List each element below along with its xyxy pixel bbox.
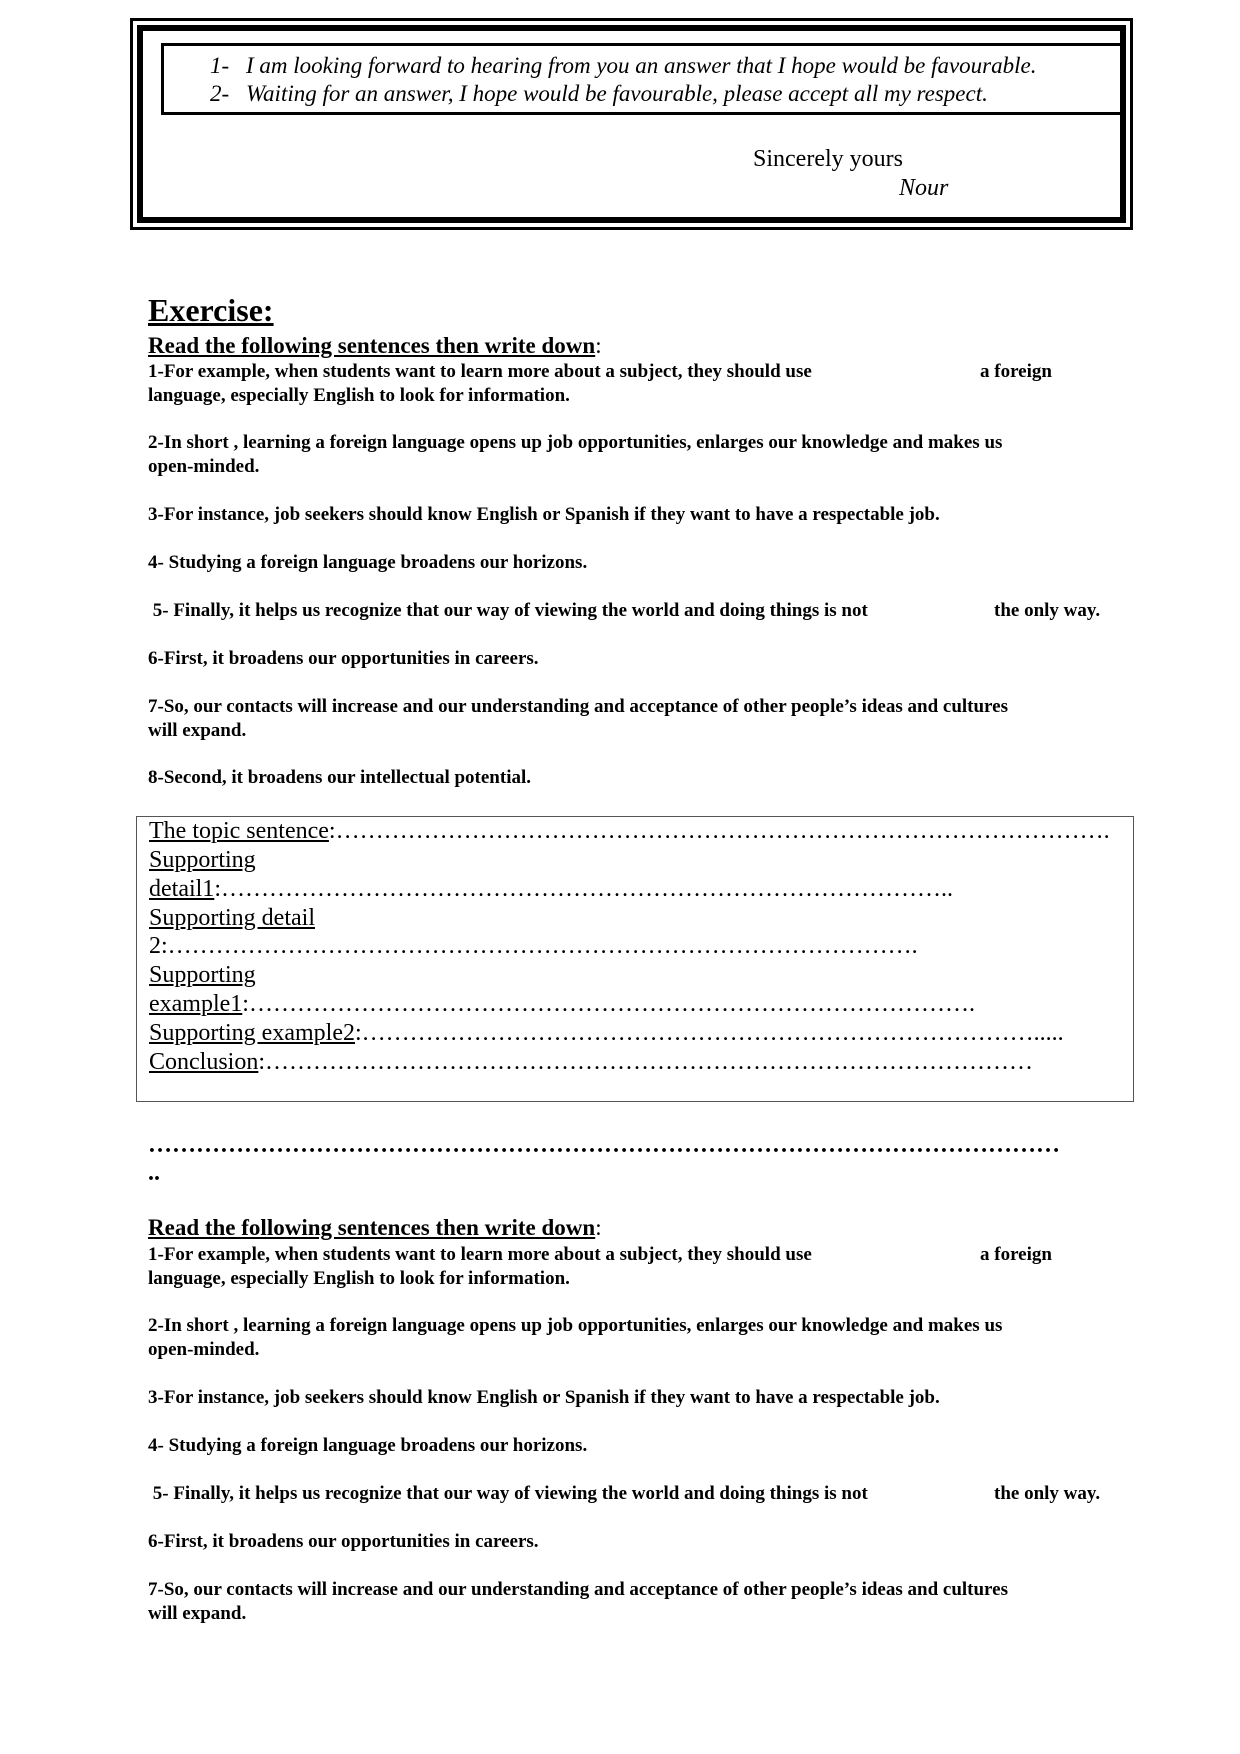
sentence-1: 1-For example, when students want to learn more about a subject, they should use a foreign language, especially English to look for information. (148, 1244, 1052, 1289)
sentence-1: 1-For example, when students want to learn more about a subject, they should use a foreign language, especially English to look for information. (148, 361, 1052, 406)
letter-closing-frame (130, 18, 1133, 230)
supporting-example-1-field[interactable]: example1:………………………………………………………………………………. (149, 991, 975, 1017)
supporting-detail-2-label: Supporting detail (149, 905, 315, 931)
letter-closing-panel (138, 26, 1125, 222)
signature: Nour (899, 175, 949, 201)
instruction-heading-2: Read the following sentences then write down: (148, 1215, 602, 1240)
closing-phrases-box (161, 43, 1126, 115)
supporting-detail-1-field[interactable]: detail1:……………………………………………………………………………….. (149, 876, 953, 902)
supporting-detail-2-field[interactable]: 2:…………………………………………………………………………………. (149, 933, 918, 959)
sentence-2: 2-In short , learning a foreign language opens up job opportunities, enlarges our knowledge and makes us open-minded. (148, 432, 1003, 477)
exercise-title: Exercise: (148, 292, 274, 328)
closing-phrase-2: 2- Waiting for an answer, I hope would be favourable, please accept all my respect. (210, 81, 988, 106)
supporting-detail-1-label: Supporting (149, 847, 256, 873)
sentence-5: 5- Finally, it helps us recognize that our way of viewing the world and doing things is not the only way. (148, 600, 1101, 621)
closing-phrase-1: 1- I am looking forward to hearing from you an answer that I hope would be favourable. (210, 53, 1037, 78)
sentence-5: 5- Finally, it helps us recognize that our way of viewing the world and doing things is not the only way. (148, 1483, 1101, 1504)
sentence-6: 6-First, it broadens our opportunities in careers. (148, 648, 539, 669)
sentence-8: 8-Second, it broadens our intellectual potential. (148, 767, 532, 788)
sentence-7: 7-So, our contacts will increase and our understanding and acceptance of other people’s ideas and cultures will expand. (148, 696, 1008, 741)
dotted-divider-line: …………………………………………………………………………………………………… (148, 1132, 1060, 1158)
dotted-divider-tail: .. (148, 1160, 160, 1186)
sentence-3: 3-For instance, job seekers should know English or Spanish if they want to have a respectable job. (148, 1387, 940, 1408)
sentence-4: 4- Studying a foreign language broadens our horizons. (148, 1435, 588, 1456)
topic-sentence-field[interactable]: The topic sentence:……………………………………………………………………………………. (149, 818, 1110, 844)
instruction-heading-1: Read the following sentences then write down: (148, 333, 602, 358)
sentence-4: 4- Studying a foreign language broadens our horizons. (148, 552, 588, 573)
sentence-7: 7-So, our contacts will increase and our understanding and acceptance of other people’s ideas and cultures will expand. (148, 1579, 1008, 1624)
sentence-3: 3-For instance, job seekers should know English or Spanish if they want to have a respectable job. (148, 504, 940, 525)
sentence-2: 2-In short , learning a foreign language opens up job opportunities, enlarges our knowledge and makes us open-minded. (148, 1315, 1003, 1360)
conclusion-field[interactable]: Conclusion:…………………………………………………………………………………… (149, 1049, 1034, 1075)
sign-off: Sincerely yours (753, 146, 903, 172)
sentence-6: 6-First, it broadens our opportunities in careers. (148, 1531, 539, 1552)
paragraph-outline-box (136, 816, 1134, 1102)
supporting-example-2-field[interactable]: Supporting example2:…………………………………………………………………………..... (149, 1020, 1064, 1046)
supporting-example-1-label: Supporting (149, 962, 256, 988)
